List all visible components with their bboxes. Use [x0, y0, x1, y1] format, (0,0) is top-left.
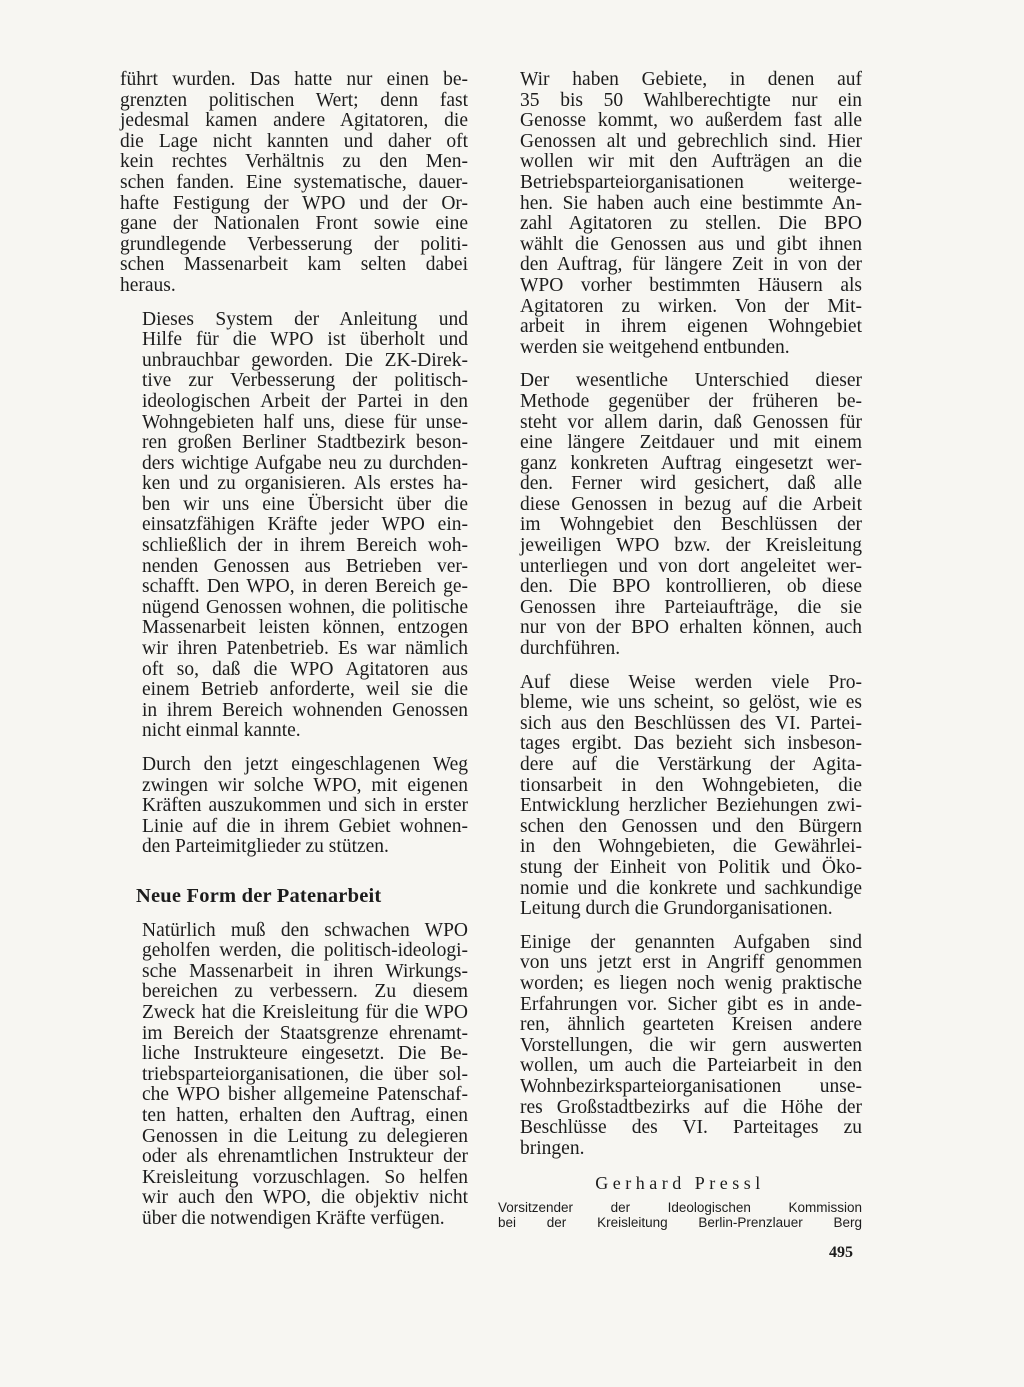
text-line: tionsarbeit in den Wohngebieten, die — [520, 774, 862, 796]
text-line: Dieses System der Anleitung und — [142, 308, 468, 330]
text-line: heraus. — [120, 274, 176, 296]
text-line: Der wesentliche Unterschied dieser — [520, 370, 862, 392]
text-line: unterliegen und von dort angeleitet wer- — [520, 555, 862, 577]
text-line: über die notwendigen Kräfte verfügen. — [142, 1207, 445, 1229]
text-line: schen den Genossen und den Bürgern — [520, 815, 862, 837]
text-line: Agitatoren zu wirken. Von der Mit- — [520, 295, 862, 317]
text-line: Genossen ihre Parteiaufträge, die sie — [520, 596, 862, 618]
text-line: gane der Nationalen Front sowie eine — [120, 213, 468, 235]
text-line: werden sie weitgehend entbunden. — [520, 336, 790, 358]
text-line: Erfahrungen vor. Sicher gibt es in ande- — [520, 993, 862, 1015]
text-line: Linie auf die in ihrem Gebiet wohnen- — [142, 815, 468, 837]
text-line: nur von der BPO erhalten können, auch — [520, 617, 862, 639]
text-line: wollen, um auch die Parteiarbeit in den — [520, 1055, 862, 1077]
text-line: wir auch den WPO, die objektiv nicht — [142, 1187, 468, 1209]
text-line: Leitung durch die Grundorganisationen. — [520, 898, 833, 920]
text-line: kein rechtes Verhältnis zu den Men- — [120, 151, 468, 173]
text-line: Genosse kommt, wo außerdem fast alle — [520, 110, 862, 132]
text-line: ganz konkreten Auftrag eingesetzt wer- — [520, 452, 862, 474]
text-line: Betriebsparteiorganisationen weiterge- — [520, 171, 862, 193]
text-line: schließlich der in ihrem Bereich woh- — [142, 535, 468, 557]
author-role-line: bei der Kreisleitung Berlin-Prenzlauer Berg — [498, 1214, 862, 1230]
text-line: nicht einmal kannte. — [142, 720, 301, 742]
text-line: Zweck hat die Kreisleitung für die WPO — [142, 1001, 468, 1023]
text-line: Auf diese Weise werden viele Pro- — [520, 671, 862, 693]
text-line: zahl Agitatoren zu stellen. Die BPO — [520, 213, 862, 235]
text-line: durchführen. — [520, 638, 621, 660]
text-line: bringen. — [520, 1137, 585, 1159]
text-line: wollen wir mit den Aufträgen an die — [520, 151, 862, 173]
text-line: grenzten politischen Wert; denn fast — [120, 89, 468, 111]
text-line: einem Betrieb anforderte, weil sie die — [142, 679, 468, 701]
text-line: ken und zu organisieren. Als erstes ha- — [142, 473, 468, 495]
author-name: Gerhard Pressl — [595, 1173, 765, 1194]
text-line: den. Ferner wird gesichert, daß alle — [520, 473, 862, 495]
text-line: Beschlüsse des VI. Parteitages zu — [520, 1117, 862, 1139]
text-line: in den Wohngebieten, die Gewährlei- — [520, 836, 862, 858]
text-line: ren, ähnlich gearteten Kreisen andere — [520, 1014, 862, 1036]
text-line: ten hatten, erhalten den Auftrag, einen — [142, 1104, 468, 1126]
text-line: 35 bis 50 Wahlberechtigte nur ein — [520, 89, 862, 111]
text-line: die Lage nicht kannten und daher oft — [120, 130, 468, 152]
page-number: 495 — [829, 1244, 853, 1261]
author-role — [498, 1200, 862, 1230]
text-line: tive zur Verbesserung der politisch- — [142, 370, 468, 392]
paragraph — [120, 70, 468, 297]
text-line: stung der Einheit von Politik und Öko- — [520, 856, 862, 878]
text-line: den Parteimitglieder zu stützen. — [142, 836, 389, 858]
text-line: dere auf die Verstärkung der Agita- — [520, 754, 862, 775]
text-line: ideologischen Arbeit der Partei in den — [142, 390, 468, 412]
paragraph — [120, 310, 468, 742]
text-line: Wohngebieten half uns, diese für unse- — [142, 411, 468, 433]
text-line: zwingen wir solche WPO, mit eigenen — [142, 774, 468, 796]
text-line: Genossen alt und gebrechlich sind. Hier — [520, 130, 862, 152]
text-line: eine längere Zeitdauer und mit einem — [520, 432, 862, 454]
text-line: triebsparteiorganisationen, die über sol- — [142, 1063, 468, 1085]
text-line: im Wohngebiet den Beschlüssen der — [520, 514, 862, 536]
text-line: worden; es liegen noch wenig praktische — [520, 972, 862, 994]
text-line: Massenarbeit leisten können, entzogen — [142, 617, 468, 639]
text-line: in ihrem Bereich wohnenden Genossen — [142, 699, 468, 721]
text-line: Hilfe für die WPO ist überholt und — [142, 329, 468, 351]
text-line: bereichen zu verbessern. Zu diesem — [142, 981, 468, 1003]
text-line: jeweiligen WPO bzw. der Kreisleitung — [520, 535, 862, 557]
text-line: hafte Festigung der WPO und der Or- — [120, 192, 468, 214]
text-line: steht vor allem darin, daß Genossen für — [520, 411, 862, 433]
text-line: oder als ehrenamtlichen Instrukteur der — [142, 1146, 468, 1168]
text-line: wir ihren Patenbetrieb. Es war nämlich — [142, 638, 468, 660]
text-line: einsatzfähigen Kräfte jeder WPO ein- — [142, 514, 468, 536]
text-line: schen Massenarbeit kam selten dabei — [120, 254, 468, 276]
text-line: führt wurden. Das hatte nur einen be- — [120, 69, 468, 90]
paragraph — [120, 755, 468, 858]
text-line: jedesmal kamen andere Agitatoren, die — [120, 110, 468, 132]
text-line: von uns jetzt erst in Angriff genommen — [520, 952, 862, 974]
text-line: Durch den jetzt eingeschlagenen Weg — [142, 754, 468, 775]
text-line: Wohnbezirksparteiorganisationen unse- — [520, 1075, 862, 1097]
text-line: ren großen Berliner Stadtbezirk beson- — [142, 432, 468, 454]
text-line: sich aus den Beschlüssen des VI. Partei- — [520, 712, 862, 734]
text-line: oft so, daß die WPO Agitatoren aus — [142, 658, 468, 680]
text-line: schen fanden. Eine systematische, dauer- — [120, 171, 468, 193]
text-line: sche Massenarbeit in ihren Wirkungs- — [142, 960, 468, 982]
text-line: res Großstadtbezirks auf die Höhe der — [520, 1096, 862, 1118]
text-line: Genossen in die Leitung zu delegieren — [142, 1125, 468, 1147]
text-line: diese Genossen in bezug auf die Arbeit — [520, 493, 862, 515]
text-line: nomie und die konkrete und sachkundige — [520, 877, 862, 899]
paragraph — [120, 921, 468, 1230]
paragraph — [498, 673, 862, 920]
text-line: nenden Genossen aus Betrieben ver- — [142, 555, 468, 577]
text-line: Entwicklung herzlicher Beziehungen zwi- — [520, 795, 862, 817]
text-line: Kreisleitung vorzuschlagen. So helfen — [142, 1166, 468, 1188]
text-line: wählt die Genossen aus und gibt ihnen — [520, 233, 862, 255]
text-line: Natürlich muß den schwachen WPO — [142, 919, 468, 941]
text-line: Kräften auszukommen und sich in erster — [142, 795, 468, 817]
text-line: arbeit in ihrem eigenen Wohngebiet — [520, 316, 862, 338]
paragraph — [498, 933, 862, 1160]
text-line: Einige der genannten Aufgaben sind — [520, 931, 862, 953]
text-line: ben wir uns eine Übersicht über die — [142, 493, 468, 515]
section-heading: Neue Form der Patenarbeit — [136, 884, 382, 907]
right-column — [498, 70, 862, 1230]
text-line: hen. Sie haben auch eine bestimmte An- — [520, 192, 862, 214]
left-column — [120, 70, 468, 1242]
text-line: Wir haben Gebiete, in denen auf — [520, 69, 862, 90]
text-line: WPO vorher bestimmten Häusern als — [520, 274, 862, 296]
text-line: tages ergibt. Das bezieht sich insbeson- — [520, 733, 862, 755]
text-line: grundlegende Verbesserung der politi- — [120, 233, 468, 255]
text-line: unbrauchbar geworden. Die ZK-Direk- — [142, 349, 468, 371]
paragraph — [498, 70, 862, 358]
text-line: che WPO bisher allgemeine Patenschaf- — [142, 1084, 468, 1106]
text-line: im Bereich der Staatsgrenze ehrenamt- — [142, 1022, 468, 1044]
text-line: ders wichtige Aufgabe neu zu durchden- — [142, 452, 468, 474]
text-line: geholfen werden, die politisch-ideologi- — [142, 940, 468, 962]
text-line: nügend Genossen wohnen, die politische — [142, 596, 468, 618]
text-line: liche Instrukteure eingesetzt. Die Be- — [142, 1043, 468, 1065]
text-line: Vorstellungen, die wir gern auswerten — [520, 1034, 862, 1056]
text-line: den Auftrag, für längere Zeit in von der — [520, 254, 862, 276]
text-line: Methode gegenüber der früheren be- — [520, 390, 862, 412]
paragraph — [498, 371, 862, 659]
text-line: bleme, wie uns scheint, so gelöst, wie es — [520, 692, 862, 714]
text-line: schafft. Den WPO, in deren Bereich ge- — [142, 576, 468, 598]
text-line: den. Die BPO kontrollieren, ob diese — [520, 576, 862, 598]
author-role-line: Vorsitzender der Ideologischen Kommission — [498, 1199, 862, 1215]
